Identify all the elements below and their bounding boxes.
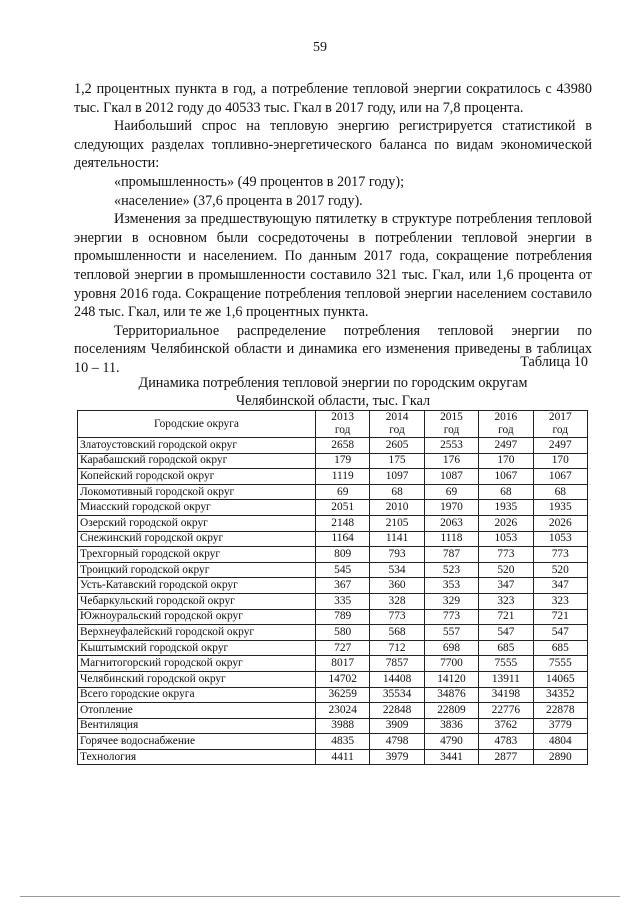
row-label: Чебаркульский городской округ (78, 593, 316, 609)
row-value: 22878 (533, 703, 587, 719)
row-value: 1087 (424, 469, 478, 485)
table-row (78, 749, 588, 765)
row-label: Вентиляция (78, 718, 316, 734)
heat-consumption-table (77, 410, 588, 765)
row-value: 534 (370, 562, 424, 578)
table-caption (74, 374, 592, 410)
row-label: Троицкий городской округ (78, 562, 316, 578)
header-year-value: 2014 (385, 411, 409, 423)
header-year-unit: год (334, 424, 351, 436)
list-item-population: «население» (37,6 процента в 2017 году). (114, 192, 363, 209)
row-value: 545 (316, 562, 370, 578)
header-year (479, 411, 533, 438)
row-value: 2497 (479, 438, 533, 454)
row-value: 22848 (370, 703, 424, 719)
row-value: 347 (479, 578, 533, 594)
paragraph-2: Наибольший спрос на тепловую энергию регистрируется статистикой в следующих разделах топливно-энергетического баланса по видам экономической деятельности: (74, 118, 592, 172)
row-value: 68 (370, 484, 424, 500)
header-year-value: 2013 (331, 411, 355, 423)
row-value: 8017 (316, 656, 370, 672)
row-value: 685 (533, 640, 587, 656)
table-row (78, 640, 588, 656)
page-bottom-rule (20, 896, 620, 897)
row-value: 787 (424, 547, 478, 563)
table-row (78, 453, 588, 469)
row-value: 793 (370, 547, 424, 563)
row-value: 22809 (424, 703, 478, 719)
row-value: 4798 (370, 734, 424, 750)
header-year (533, 411, 587, 438)
row-value: 2553 (424, 438, 478, 454)
row-label: Челябинский городской округ (78, 671, 316, 687)
row-value: 35534 (370, 687, 424, 703)
table-row (78, 703, 588, 719)
row-value: 1053 (479, 531, 533, 547)
row-value: 580 (316, 625, 370, 641)
row-value: 523 (424, 562, 478, 578)
row-label: Копейский городской округ (78, 469, 316, 485)
row-value: 1935 (533, 500, 587, 516)
table-row (78, 562, 588, 578)
row-value: 329 (424, 593, 478, 609)
body-text (74, 80, 592, 378)
row-value: 3762 (479, 718, 533, 734)
row-label: Южноуральский городской округ (78, 609, 316, 625)
row-label: Озерский городской округ (78, 515, 316, 531)
row-value: 68 (533, 484, 587, 500)
row-value: 2497 (533, 438, 587, 454)
header-districts: Городские округа (78, 411, 316, 438)
table-row (78, 531, 588, 547)
row-value: 3909 (370, 718, 424, 734)
row-value: 1935 (479, 500, 533, 516)
row-label: Снежинский городской округ (78, 531, 316, 547)
row-value: 353 (424, 578, 478, 594)
row-value: 367 (316, 578, 370, 594)
row-label: Верхнеуфалейский городской округ (78, 625, 316, 641)
row-label: Трехгорный городской округ (78, 547, 316, 563)
row-value: 3836 (424, 718, 478, 734)
row-value: 3988 (316, 718, 370, 734)
table-row (78, 687, 588, 703)
row-label: Златоустовский городской округ (78, 438, 316, 454)
row-value: 2010 (370, 500, 424, 516)
table-caption-line-2: Челябинской области, тыс. Гкал (235, 393, 431, 409)
row-label: Миасский городской округ (78, 500, 316, 516)
table-row (78, 578, 588, 594)
table-row (78, 484, 588, 500)
row-value: 773 (370, 609, 424, 625)
paragraph-3: Изменения за предшествующую пятилетку в структуре потребления тепловой энергии в основном были сосредоточены в потреблении тепловой энергии в промышленности и населением. По данным 2017 года, сокращение потребления тепловой энергии в промышленности составило 321 тыс. Гкал, или 1,6 процента от уровня 2016 года. Сокращение потребления тепловой энергии населением составило 248 тыс. Гкал, или те же 1,6 процентных пункта. (74, 211, 592, 321)
row-value: 547 (533, 625, 587, 641)
paragraph-1: 1,2 процентных пункта в год, а потребление тепловой энергии сократилось с 43980 тыс. Гкал в 2012 году до 40533 тыс. Гкал в 2017 году, или на 7,8 процента. (74, 81, 592, 116)
row-value: 69 (316, 484, 370, 500)
header-year (424, 411, 478, 438)
header-year-value: 2016 (494, 411, 518, 423)
table-row (78, 438, 588, 454)
row-label: Карабашский городской округ (78, 453, 316, 469)
row-label: Локомотивный городской округ (78, 484, 316, 500)
table-row (78, 718, 588, 734)
row-value: 69 (424, 484, 478, 500)
row-label: Всего городские округа (78, 687, 316, 703)
table-header-row (78, 411, 588, 438)
row-value: 36259 (316, 687, 370, 703)
row-value: 347 (533, 578, 587, 594)
row-value: 1067 (533, 469, 587, 485)
row-value: 2026 (479, 515, 533, 531)
page-number: 59 (313, 40, 327, 55)
row-value: 360 (370, 578, 424, 594)
table-row (78, 625, 588, 641)
table-row (78, 469, 588, 485)
row-label: Горячее водоснабжение (78, 734, 316, 750)
row-label: Кыштымский городской округ (78, 640, 316, 656)
row-value: 7700 (424, 656, 478, 672)
row-value: 698 (424, 640, 478, 656)
row-label: Технология (78, 749, 316, 765)
row-value: 1970 (424, 500, 478, 516)
row-value: 14065 (533, 671, 587, 687)
row-value: 34876 (424, 687, 478, 703)
row-value: 22776 (479, 703, 533, 719)
row-value: 13911 (479, 671, 533, 687)
row-value: 7555 (479, 656, 533, 672)
table-row (78, 671, 588, 687)
row-value: 4790 (424, 734, 478, 750)
row-value: 727 (316, 640, 370, 656)
row-value: 1141 (370, 531, 424, 547)
row-value: 68 (479, 484, 533, 500)
row-value: 170 (533, 453, 587, 469)
list-item-industry: «промышленность» (49 процентов в 2017 году); (114, 173, 405, 190)
row-value: 23024 (316, 703, 370, 719)
row-value: 34352 (533, 687, 587, 703)
row-label: Отопление (78, 703, 316, 719)
row-value: 14120 (424, 671, 478, 687)
row-value: 2105 (370, 515, 424, 531)
table-row (78, 734, 588, 750)
row-value: 520 (479, 562, 533, 578)
row-value: 2026 (533, 515, 587, 531)
row-value: 2148 (316, 515, 370, 531)
row-value: 328 (370, 593, 424, 609)
row-value: 7555 (533, 656, 587, 672)
row-value: 721 (533, 609, 587, 625)
table-row (78, 515, 588, 531)
row-value: 809 (316, 547, 370, 563)
row-value: 1053 (533, 531, 587, 547)
paragraph-4: Территориальное распределение потребления тепловой энергии по поселениям Челябинской области и динамика его изменения приведены в таблицах 10 – 11. (74, 322, 592, 376)
table-row (78, 500, 588, 516)
header-year (316, 411, 370, 438)
row-value: 1097 (370, 469, 424, 485)
table-row (78, 593, 588, 609)
row-value: 34198 (479, 687, 533, 703)
row-value: 2877 (479, 749, 533, 765)
row-value: 568 (370, 625, 424, 641)
row-value: 7857 (370, 656, 424, 672)
row-value: 170 (479, 453, 533, 469)
row-value: 2605 (370, 438, 424, 454)
row-value: 335 (316, 593, 370, 609)
row-value: 557 (424, 625, 478, 641)
row-value: 323 (533, 593, 587, 609)
row-value: 1118 (424, 531, 478, 547)
table-caption-line-1: Динамика потребления тепловой энергии по городским округам (138, 375, 528, 391)
row-value: 721 (479, 609, 533, 625)
header-year-unit: год (389, 424, 405, 436)
row-value: 1164 (316, 531, 370, 547)
table-body (78, 438, 588, 765)
row-value: 2658 (316, 438, 370, 454)
row-value: 14408 (370, 671, 424, 687)
table-row (78, 547, 588, 563)
row-value: 2890 (533, 749, 587, 765)
row-label: Магнитогорский городской округ (78, 656, 316, 672)
row-value: 4783 (479, 734, 533, 750)
row-value: 2051 (316, 500, 370, 516)
row-value: 2063 (424, 515, 478, 531)
table-row (78, 609, 588, 625)
row-value: 179 (316, 453, 370, 469)
row-value: 4804 (533, 734, 587, 750)
row-value: 176 (424, 453, 478, 469)
header-year-unit: год (443, 424, 460, 436)
row-value: 712 (370, 640, 424, 656)
row-value: 3979 (370, 749, 424, 765)
table-row (78, 656, 588, 672)
header-year-value: 2017 (548, 411, 572, 423)
table-label: Таблица 10 (520, 354, 588, 370)
row-label: Усть-Катавский городской округ (78, 578, 316, 594)
row-value: 3441 (424, 749, 478, 765)
row-value: 520 (533, 562, 587, 578)
header-year-value: 2015 (440, 411, 463, 423)
row-value: 773 (479, 547, 533, 563)
row-value: 14702 (316, 671, 370, 687)
header-year-unit: год (552, 424, 569, 436)
row-value: 175 (370, 453, 424, 469)
row-value: 773 (533, 547, 587, 563)
header-year-unit: год (498, 424, 514, 436)
row-value: 3779 (533, 718, 587, 734)
row-value: 1119 (316, 469, 370, 485)
row-value: 547 (479, 625, 533, 641)
header-year (370, 411, 424, 438)
row-value: 1067 (479, 469, 533, 485)
row-value: 323 (479, 593, 533, 609)
row-value: 4835 (316, 734, 370, 750)
row-value: 685 (479, 640, 533, 656)
row-value: 4411 (316, 749, 370, 765)
row-value: 773 (424, 609, 478, 625)
row-value: 789 (316, 609, 370, 625)
